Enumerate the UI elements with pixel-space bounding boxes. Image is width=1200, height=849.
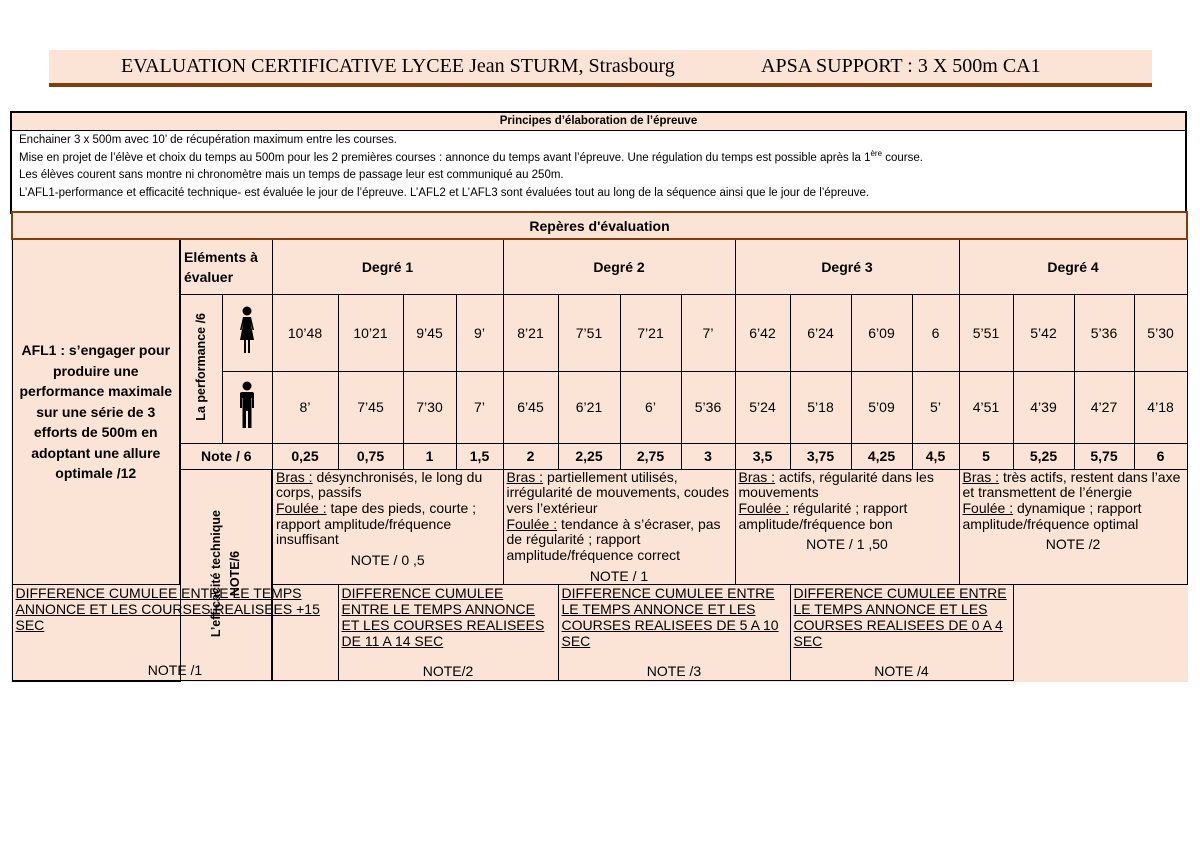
efficacite-note-text: NOTE/6 [228,550,242,597]
note-value-cell: 1,5 [456,443,503,469]
note-value-cell: 3,5 [735,443,790,469]
difference-note: NOTE/2 [422,662,474,679]
note-label: Note / 6 [180,443,272,469]
male-time-cell: 4’27 [1074,371,1134,443]
degre-2-header: Degré 2 [503,239,735,294]
female-time-cell: 5’51 [959,294,1013,371]
female-time-cell: 6’42 [735,294,790,371]
note-value-cell: 4,25 [851,443,912,469]
male-time-cell: 6’21 [558,371,620,443]
difference-text: DIFFERENCE CUMULEE ENTRE LE TEMPS ANNONCE ET LES COURSES REALISEES DE 5 A 10 SEC [561,585,779,649]
note-value-cell: 5,25 [1013,443,1074,469]
difference-descriptor-degre-3 [558,585,790,681]
degre-3-header: Degré 3 [735,239,959,294]
technique-descriptor-degre-2 [503,469,735,585]
difference-descriptor-degre-4 [790,585,1013,681]
bras-label: Bras : [738,469,776,485]
difference-text: DIFFERENCE CUMULEE ENTRE LE TEMPS ANNONCE ET LES COURSES REALISEES DE 11 A 14 SEC [341,585,545,649]
male-time-cell: 7’30 [403,371,456,443]
afl1-label: AFL1 : s’engager pour produire une performance maximale sur une série de 3 efforts de 500m en adoptant une allure optimale /12 [12,239,180,585]
technique-note: NOTE / 0 ,5 [350,552,425,569]
male-icon-cell [222,371,272,443]
male-time-cell: 5’18 [790,371,851,443]
note-value-cell: 2,25 [558,443,620,469]
bras-label: Bras : [276,469,313,485]
female-time-cell: 9’ [456,294,503,371]
elements-label: Eléments à évaluer [180,239,272,294]
female-time-cell: 10’48 [272,294,338,371]
female-time-cell: 6’09 [851,294,912,371]
female-time-cell: 7’ [681,294,735,371]
principles-line-2-a: Mise en projet de l’élève et choix du temps au 500m pour les 2 premières courses : annonce du temps avant l’épreuve. Une régulation du temps est possible après la 1 [19,151,871,164]
principles-line-2-sup: ère [870,148,883,158]
male-time-cell: 8’ [272,371,338,443]
difference-note: NOTE /3 [646,662,702,679]
difference-note: NOTE /4 [874,662,929,679]
note-value-cell: 3,75 [790,443,851,469]
female-time-cell: 8’21 [503,294,558,371]
male-time-cell: 5’ [912,371,959,443]
note-value-cell: 4,5 [912,443,959,469]
male-time-cell: 4’18 [1134,371,1187,443]
table-bottom-spacer [180,681,1187,682]
performance-label: La performance /6 [194,313,209,421]
note-value-cell: 2,75 [620,443,681,469]
male-figure-icon [238,381,256,431]
note-value-cell: 0,25 [272,443,338,469]
difference-text: DIFFERENCE CUMULEE ENTRE LE TEMPS ANNONCE ET LES COURSES REALISEES +15 SEC [15,585,320,633]
foulee-text: régularité ; rapport amplitude/fréquence bon [738,499,908,532]
note-value-cell: 3 [681,443,735,469]
female-icon-cell [222,294,272,371]
principles-line-2 [19,150,1178,168]
bras-text: actifs, régularité dans les mouvements [738,469,934,501]
difference-text: DIFFERENCE CUMULEE ENTRE LE TEMPS ANNONCE ET LES COURSES REALISEES DE 0 A 4 SEC [793,585,1007,649]
efficacite-label-text: L’efficacité technique [209,509,223,638]
foulee-label: Foulée : [738,499,790,516]
foulee-text: tape des pieds, courte ; rapport amplitude/fréquence insuffisant [276,499,477,548]
female-time-cell: 7’21 [620,294,681,371]
foulee-text: tendance à s’écraser, pas de régularité ; rapport amplitude/fréquence correct [506,515,721,564]
foulee-text: dynamique ; rapport amplitude/fréquence optimal [962,499,1142,532]
principles-box [10,111,1187,214]
female-time-cell: 10’21 [338,294,403,371]
male-time-cell: 6’45 [503,371,558,443]
principles-line-4: L’AFL1-performance et efficacité technique- est évaluée le jour de l’épreuve. L’AFL2 et L’AFL3 sont évaluées tout au long de la séquence ainsi que le jour de l’épreuve. [19,186,870,199]
female-time-cell: 5’42 [1013,294,1074,371]
principles-line-1: Enchainer 3 x 500m avec 10’ de récupération maximum entre les courses. [19,134,397,146]
female-time-cell: 7’51 [558,294,620,371]
difference-descriptor-degre-1 [12,585,338,681]
note-value-cell: 5 [959,443,1013,469]
technique-note: NOTE / 1 [589,567,649,584]
foulee-label: Foulée : [506,515,558,532]
difference-descriptor-degre-2 [338,585,558,681]
header-title: EVALUATION CERTIFICATIVE LYCEE Jean STURM, Strasbourg [121,55,675,77]
degre-4-header: Degré 4 [959,239,1187,294]
technique-note: NOTE /2 [1045,536,1101,553]
female-time-cell: 6’24 [790,294,851,371]
male-time-cell: 5’24 [735,371,790,443]
male-time-cell: 7’45 [338,371,403,443]
principles-line-2-b: course. [882,151,923,164]
bras-text: très actifs, restent dans l’axe et transmettent de l’énergie [962,469,1181,501]
foulee-label: Foulée : [276,499,327,516]
evaluation-table [11,211,1188,682]
note-value-cell: 2 [503,443,558,469]
technique-note: NOTE / 1 ,50 [806,536,888,553]
principles-title: Principes d’élaboration de l’épreuve [12,113,1185,131]
bras-label: Bras : [506,469,544,485]
female-time-cell: 6 [912,294,959,371]
document-header [49,50,1152,87]
female-figure-icon [237,306,257,356]
difference-note: NOTE /1 [147,662,203,679]
bras-text: désynchronisés, le long du corps, passifs [276,469,483,501]
male-time-cell: 4’51 [959,371,1013,443]
technique-descriptor-degre-1 [272,469,503,585]
note-value-cell: 6 [1134,443,1187,469]
female-time-cell: 5’36 [1074,294,1134,371]
bras-label: Bras : [962,469,1000,485]
principles-text [12,131,1185,203]
male-time-cell: 5’09 [851,371,912,443]
male-time-cell: 5’36 [681,371,735,443]
male-time-cell: 6’ [620,371,681,443]
principles-line-3: Les élèves courent sans montre ni chronomètre mais un temps de passage leur est communiqué au 250m. [19,169,564,182]
reperes-header: Repères d'évaluation [12,212,1187,239]
afl1-bottom [12,681,180,682]
note-value-cell: 1 [403,443,456,469]
female-time-cell: 5’30 [1134,294,1187,371]
note-value-cell: 5,75 [1074,443,1134,469]
bras-text: partiellement utilisés, irrégularité de mouvements, coudes vers l’extérieur [506,469,730,516]
foulee-label: Foulée : [962,499,1014,516]
degre-1-header: Degré 1 [272,239,503,294]
performance-label-cell [180,294,222,443]
female-time-cell: 9’45 [403,294,456,371]
technique-descriptor-degre-4 [959,469,1187,585]
male-time-cell: 7’ [456,371,503,443]
male-time-cell: 4’39 [1013,371,1074,443]
header-apsa: APSA SUPPORT : 3 X 500m CA1 [761,55,1041,77]
technique-descriptor-degre-3 [735,469,959,585]
note-value-cell: 0,75 [338,443,403,469]
